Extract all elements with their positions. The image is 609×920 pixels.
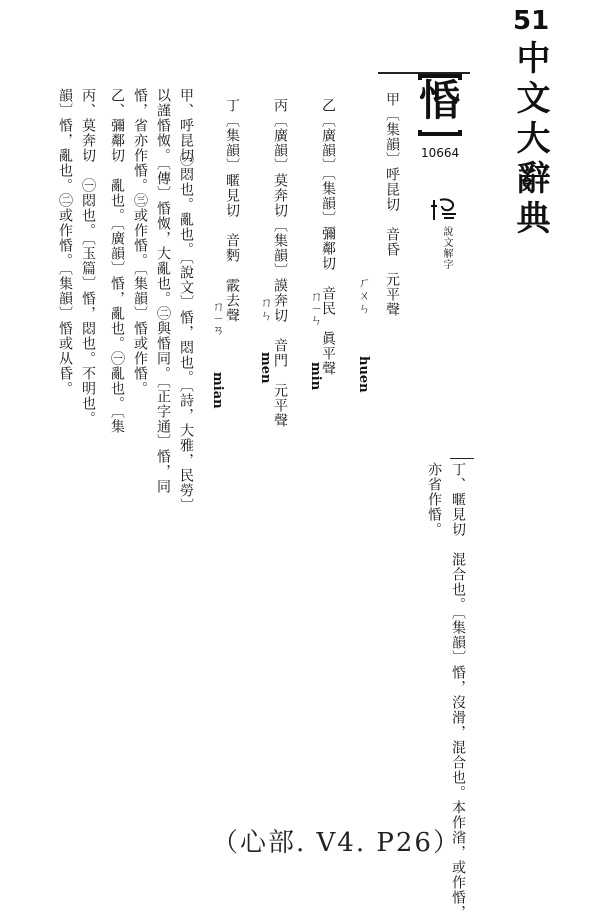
definition-line-2: ㊀悶也。亂也。〔說文〕惛，悶也。〔詩，大雅，民勞〕 bbox=[178, 152, 194, 513]
reading-column-3: 丙〔廣韻〕莫奔切〔集韻〕謨奔切 音門 元平聲 bbox=[272, 98, 288, 428]
bopomofo-1: ㄏㄨㄣ bbox=[357, 276, 371, 315]
definition-line-7: 韻〕惛，亂也。㊁或作惛。〔集韻〕惛或从昏。 bbox=[57, 88, 73, 396]
headword-bracket-bottom bbox=[418, 130, 462, 136]
reading-column-2: 乙〔廣韻〕〔集韻〕彌鄰切 音民 眞平聲 bbox=[320, 98, 336, 376]
seal-source-label: 說文解字 bbox=[441, 226, 452, 270]
bopomofo-3: ㄇㄣ bbox=[259, 296, 273, 322]
entry-number: 10664 bbox=[421, 146, 460, 160]
seal-script-glyph bbox=[430, 196, 460, 224]
romanization-2: min bbox=[308, 362, 323, 391]
reading-column-4: 丁〔集韻〕暱見切 音麪 霰去聲 bbox=[224, 98, 240, 323]
bopomofo-4: ㄇㄧㄢ bbox=[211, 300, 225, 337]
bopomofo-2: ㄇㄧㄣ bbox=[309, 290, 323, 327]
handwritten-reference-note: （心部. V4. P26） bbox=[212, 828, 461, 858]
romanization-4: mian bbox=[210, 372, 225, 409]
right-block-line-1: 丁、暱見切 混合也。〔集韻〕惛，沒滑，混合也。本作渻，或作惛， bbox=[450, 462, 466, 920]
definition-line-6: 丙、莫奔切 ㊀悶也。〔玉篇〕惛，悶也。不明也。 bbox=[80, 88, 96, 426]
definition-line-3: 以謹惛怓。〔傳〕惛怓，大亂也。㊁與惛同。〔正字通〕惛，同 bbox=[155, 88, 171, 494]
right-block-line-2: 亦省作惛。 bbox=[426, 462, 442, 537]
romanization-3: men bbox=[258, 352, 273, 384]
headword: 惛 bbox=[418, 76, 461, 125]
definition-line-5: 乙、彌鄰切 亂也。〔廣韻〕惛，亂也。㊀亂也。〔集 bbox=[109, 88, 125, 434]
reading-column-1: 甲〔集韻〕呼昆切 音昏 元平聲 bbox=[384, 92, 400, 317]
dictionary-title: 中文大辭典 bbox=[510, 40, 550, 240]
definition-line-4: 惛，省亦作惛。㊂或作惛。〔集韻〕惛或作惛。 bbox=[132, 88, 148, 396]
page-number: 51 bbox=[513, 6, 550, 36]
right-block-rule bbox=[450, 458, 474, 459]
definition-line-1: 甲、呼昆切 bbox=[178, 88, 194, 163]
romanization-1: huen bbox=[356, 356, 371, 393]
